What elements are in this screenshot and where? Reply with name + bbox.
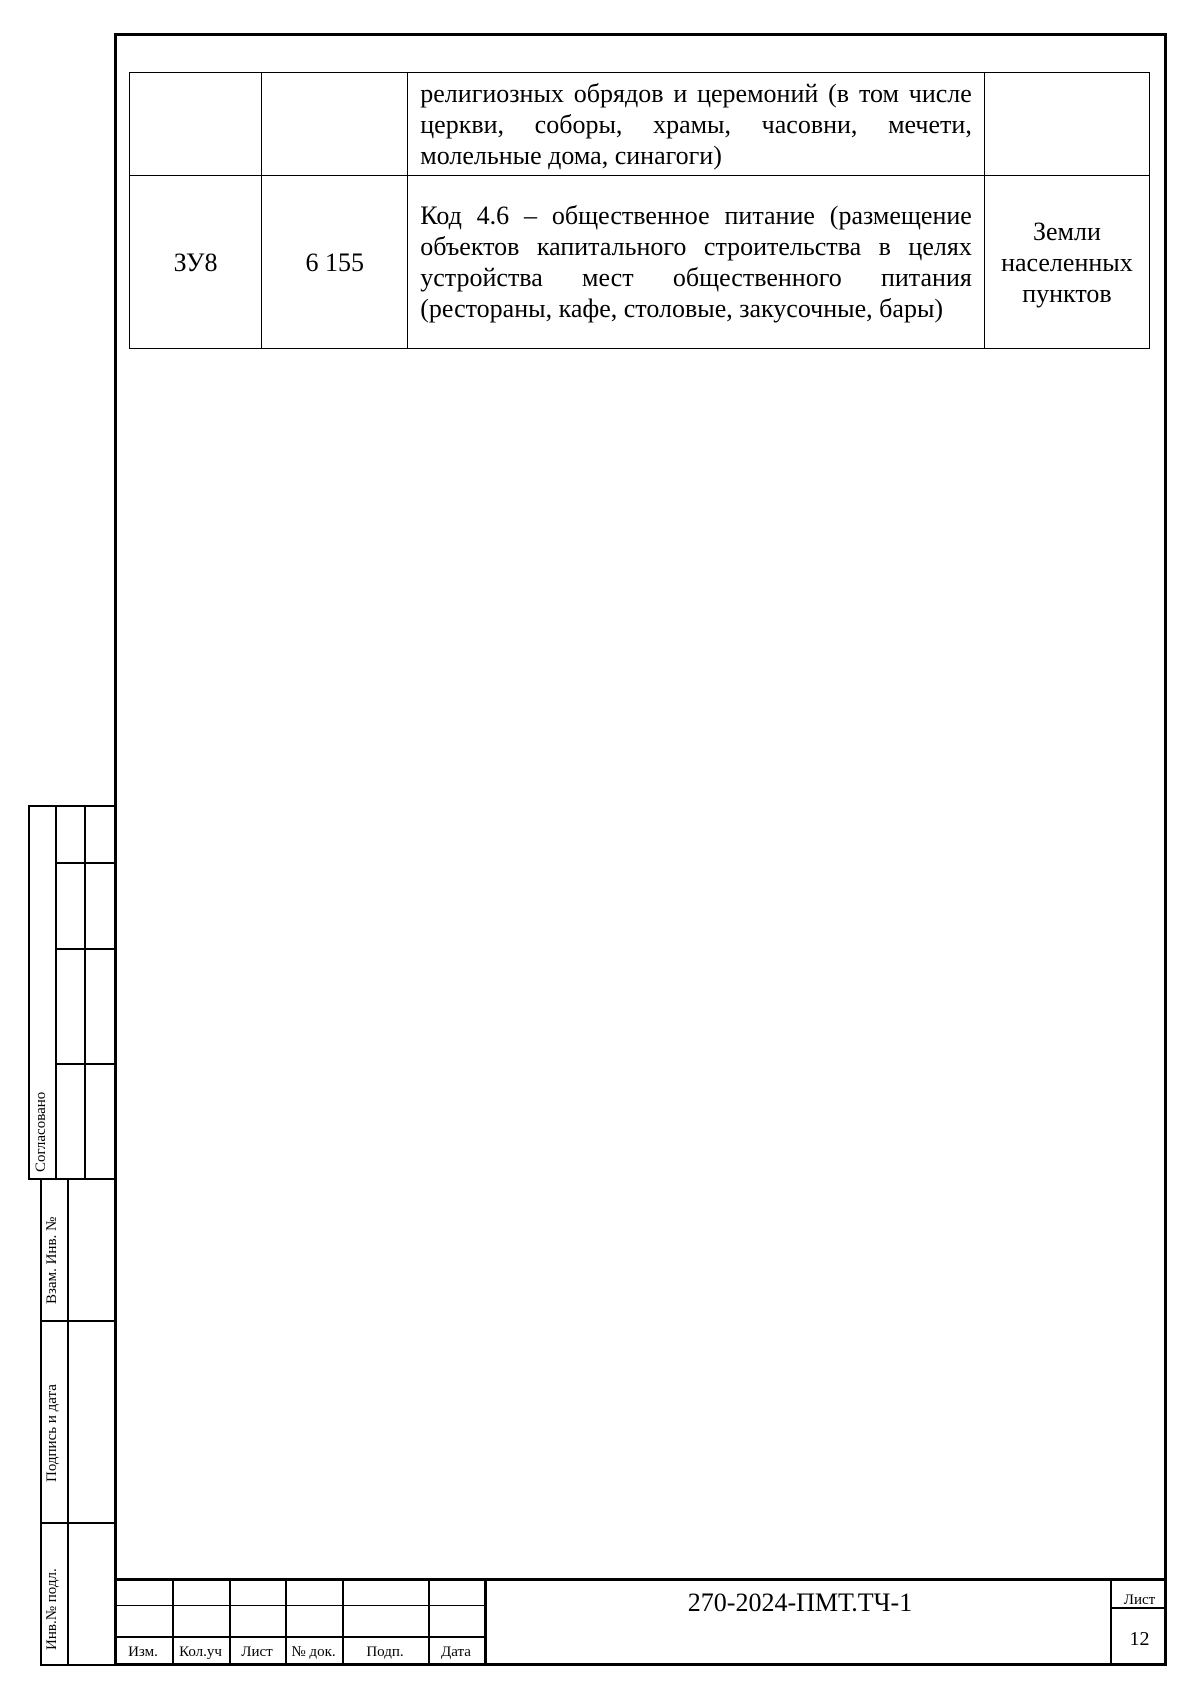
header-date: Дата: [441, 1644, 471, 1660]
header-sheet: Лист: [241, 1644, 273, 1660]
header-signature: Подп.: [366, 1644, 404, 1660]
plot-id-cell: [130, 73, 262, 176]
sign-date-label: Подпись и дата: [44, 1384, 60, 1482]
plot-id-cell: ЗУ8: [130, 176, 262, 349]
inv-orig-label: Инв.№ подл.: [44, 1568, 60, 1650]
sheet-label: Лист: [1123, 1592, 1156, 1608]
plot-area-cell: [262, 73, 408, 176]
header-change: Изм.: [128, 1644, 158, 1660]
header-count: Кол.уч: [179, 1644, 222, 1660]
document-code: 270-2024-ПМТ.ТЧ-1: [687, 1588, 913, 1617]
agreed-label: Согласовано: [33, 1091, 49, 1172]
permitted-use-cell: Код 4.6 – общественное питание (размещение объектов капитального строительства в целях устройства мест общественного питания (рестораны, кафе, столовые, закусочные, бары): [408, 176, 985, 349]
replaced-inv-label: Взам. Инв. №: [44, 1216, 60, 1304]
land-plot-table: [129, 72, 1150, 349]
plot-area-cell: 6 155: [262, 176, 408, 349]
table-row: [130, 73, 1150, 176]
header-doc-no: № док.: [291, 1644, 336, 1660]
table-row: [130, 176, 1150, 349]
permitted-use-cell: религиозных обрядов и церемоний (в том числе церкви, соборы, храмы, часовни, мечети, молельные дома, синагоги): [408, 73, 985, 176]
sheet-number: 12: [1129, 1628, 1150, 1650]
land-category-cell: Земли населенных пунктов: [984, 176, 1149, 349]
land-category-cell: [984, 73, 1149, 176]
